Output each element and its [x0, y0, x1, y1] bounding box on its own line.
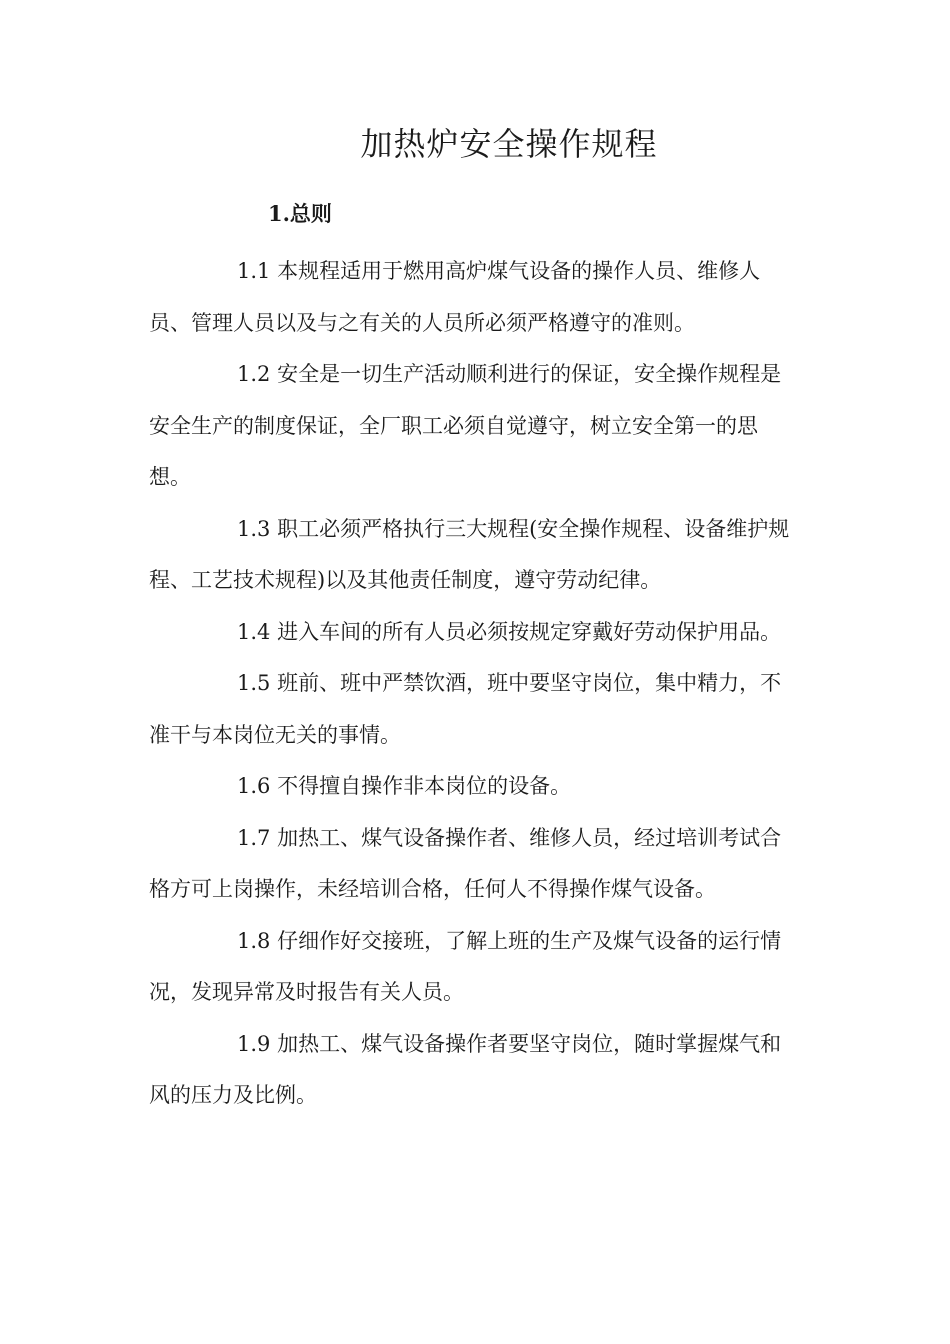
- paragraph-1-9: 1.9 加热工、煤气设备操作者要坚守岗位，随时掌握煤气和风的压力及比例。: [149, 1031, 782, 1107]
- paragraph-1-6: 1.6 不得擅自操作非本岗位的设备。: [237, 774, 572, 798]
- paragraph-1-3: 1.3 职工必须严格执行三大规程(安全操作规程、设备维护规程、工艺技术规程)以及其他责任制度，遵守劳动纪律。: [149, 516, 790, 592]
- paragraph-1-8: 1.8 仔细作好交接班，了解上班的生产及煤气设备的运行情况，发现异常及时报告有关人员。: [149, 928, 782, 1004]
- paragraph-1-5: 1.5 班前、班中严禁饮酒，班中要坚守岗位，集中精力，不准干与本岗位无关的事情。: [149, 671, 782, 747]
- document-title: 加热炉安全操作规程: [360, 125, 658, 163]
- section-heading: 1.总则: [268, 201, 332, 226]
- paragraph-1-1: 1.1 本规程适用于燃用高炉煤气设备的操作人员、维修人员、管理人员以及与之有关的人员所必须严格遵守的准则。: [149, 259, 761, 335]
- paragraph-1-2: 1.2 安全是一切生产活动顺利进行的保证，安全操作规程是安全生产的制度保证，全厂职工必须自觉遵守，树立安全第一的思想。: [149, 362, 782, 489]
- document-body: [149, 246, 797, 1122]
- paragraph-1-4: 1.4 进入车间的所有人员必须按规定穿戴好劳动保护用品。: [237, 619, 782, 644]
- paragraph-1-7: 1.7 加热工、煤气设备操作者、维修人员，经过培训考试合格方可上岗操作，未经培训合格，任何人不得操作煤气设备。: [149, 825, 782, 901]
